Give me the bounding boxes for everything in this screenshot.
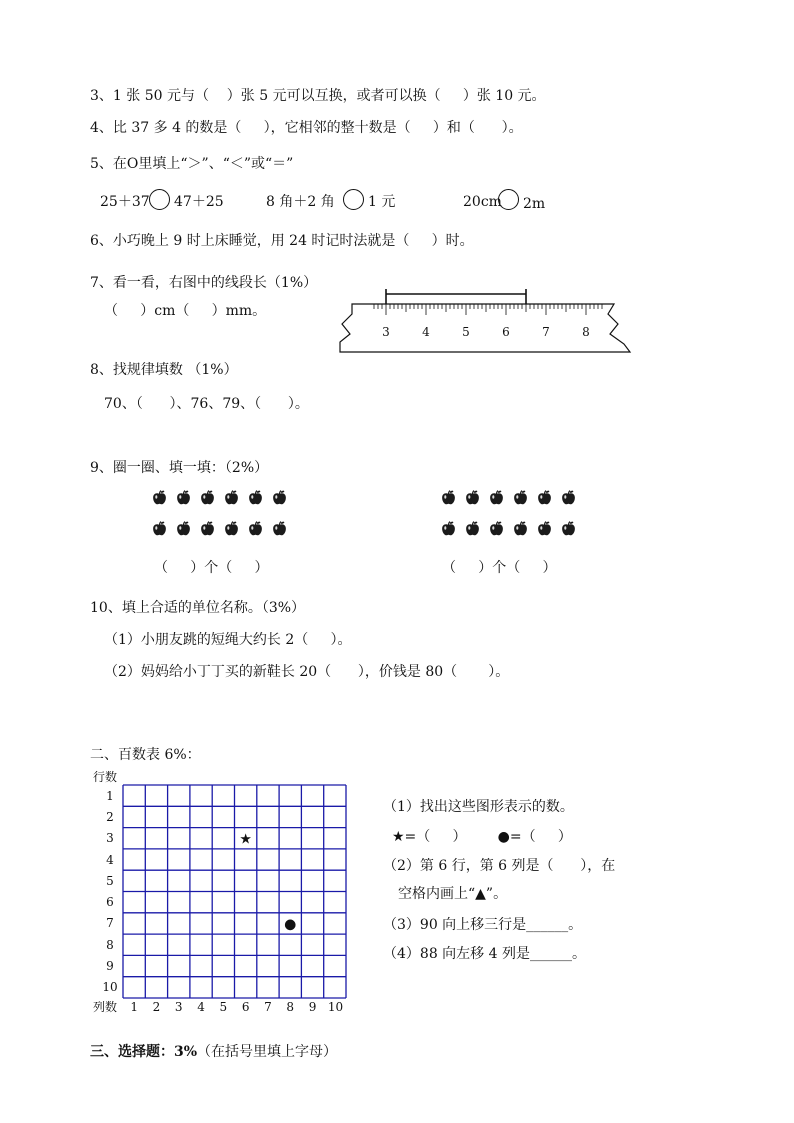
question-10-item-1: （1）小朋友跳的短绳大约长 2（ ）。 [104, 632, 352, 648]
row-number: 10 [102, 980, 118, 995]
section-2-title: 二、百数表 6%： [90, 747, 201, 763]
star-marker: ★ [239, 831, 252, 848]
column-number: 8 [286, 1000, 295, 1014]
question-8-sequence: 70、（ ）、76、79、（ ）。 [104, 396, 309, 412]
question-7-answer: （ ）cm（ ）mm。 [104, 303, 267, 319]
row-number: 4 [106, 852, 114, 867]
row-number: 3 [106, 831, 114, 846]
ruler-label-8: 8 [582, 325, 590, 339]
compare-1-left: 25＋37 [100, 194, 150, 210]
dot-marker: ● [284, 916, 297, 933]
column-number: 4 [197, 1000, 205, 1014]
ruler-ticks [374, 304, 602, 315]
row-axis-label: 行数 [93, 770, 118, 784]
apple-icon [176, 521, 191, 536]
question-10-title: 10、填上合适的单位名称。（3%） [90, 600, 306, 616]
section-2-q4: （4）88 向左移 4 列是______。 [383, 946, 586, 962]
row-number: 7 [106, 916, 114, 931]
hundred-chart-grid [122, 784, 348, 1000]
section-3-title [90, 1043, 337, 1061]
apple-icon [152, 490, 167, 505]
question-7-title: 7、看一看，右图中的线段长（1%） [90, 275, 318, 291]
apple-icon [248, 490, 263, 505]
section-2-q3: （3）90 向上移三行是______。 [383, 917, 583, 933]
column-number: 5 [219, 1000, 228, 1014]
question-8-title: 8、找规律填数 （1%） [90, 362, 238, 378]
question-9-title: 9、圈一圈、填一填：（2%） [90, 460, 269, 476]
compare-3-right: 2m [523, 196, 546, 212]
column-number: 2 [152, 1000, 161, 1014]
ruler-label-3: 3 [382, 325, 390, 339]
ruler-labels [382, 325, 590, 339]
apple-icon [465, 490, 480, 505]
question-5-title: 5、在O里填上“＞”、“＜”或“＝” [90, 156, 294, 172]
apple-icon [200, 490, 215, 505]
row-number: 8 [106, 937, 114, 952]
question-10-item-2: （2）妈妈给小丁丁买的新鞋长 20（ ），价钱是 80（ ）。 [104, 664, 510, 680]
apple-icon [537, 521, 552, 536]
apple-group-1-answer: （ ）个（ ） [154, 560, 269, 576]
apple-group-2-answer: （ ）个（ ） [442, 560, 557, 576]
row-number: 5 [106, 873, 114, 888]
column-number: 3 [174, 1000, 183, 1014]
column-number: 10 [327, 1000, 344, 1014]
apple-icon [224, 490, 239, 505]
apple-icon [248, 521, 263, 536]
ruler-label-5: 5 [462, 325, 470, 339]
row-number: 6 [106, 895, 114, 910]
column-number: 1 [130, 1000, 138, 1014]
row-number: 2 [106, 809, 114, 824]
column-number: 9 [308, 1000, 317, 1014]
compare-3-left: 20cm [463, 194, 502, 210]
compare-2-right: 1 元 [368, 194, 396, 210]
ruler-figure [338, 288, 634, 358]
question-3: 3、1 张 50 元与（ ）张 5 元可以互换，或者可以换（ ）张 10 元。 [90, 88, 546, 104]
section-3-title-rest: （在括号里填上字母） [197, 1044, 338, 1060]
apple-icon [152, 521, 167, 536]
apple-icon [224, 521, 239, 536]
compare-1-circle[interactable] [149, 189, 170, 210]
ruler-label-7: 7 [542, 325, 550, 339]
apple-icon [465, 521, 480, 536]
compare-3-circle[interactable] [498, 189, 519, 210]
apple-icon [272, 490, 287, 505]
question-6: 6、小巧晚上 9 时上床睡觉，用 24 时记时法就是（ ）时。 [90, 233, 474, 249]
question-4: 4、比 37 多 4 的数是（ ），它相邻的整十数是（ ）和（ ）。 [90, 120, 523, 136]
row-number: 1 [106, 788, 114, 803]
column-number: 6 [241, 1000, 250, 1014]
apple-icon [272, 521, 287, 536]
ruler-label-4: 4 [422, 325, 430, 339]
section-2-q1: （1）找出这些图形表示的数。 [383, 799, 574, 815]
apple-icon [513, 521, 528, 536]
apple-icon [561, 490, 576, 505]
apple-icon [537, 490, 552, 505]
apple-icon [176, 490, 191, 505]
ruler-label-6: 6 [502, 325, 510, 339]
grid-lines [123, 785, 346, 998]
col-axis-label: 列数 [93, 1000, 118, 1014]
apple-icon [489, 490, 504, 505]
section-3-title-bold: 三、选择题：3% [90, 1044, 198, 1060]
apple-icon [513, 490, 528, 505]
apple-icon [561, 521, 576, 536]
apple-icon [200, 521, 215, 536]
compare-1-right: 47＋25 [174, 194, 224, 210]
row-number: 9 [106, 959, 114, 974]
compare-2-circle[interactable] [343, 189, 364, 210]
apple-icon [489, 521, 504, 536]
section-2-q1-marks: ★=（ ） ●=（ ） [392, 829, 572, 845]
section-2-q2-line2: 空格内画上“▲”。 [398, 886, 508, 902]
compare-2-left: 8 角＋2 角 [266, 194, 335, 210]
column-number: 7 [264, 1000, 272, 1014]
apple-icon [441, 490, 456, 505]
section-2-q2-line1: （2）第 6 行，第 6 列是（ ），在 [383, 858, 616, 874]
apple-icon [441, 521, 456, 536]
